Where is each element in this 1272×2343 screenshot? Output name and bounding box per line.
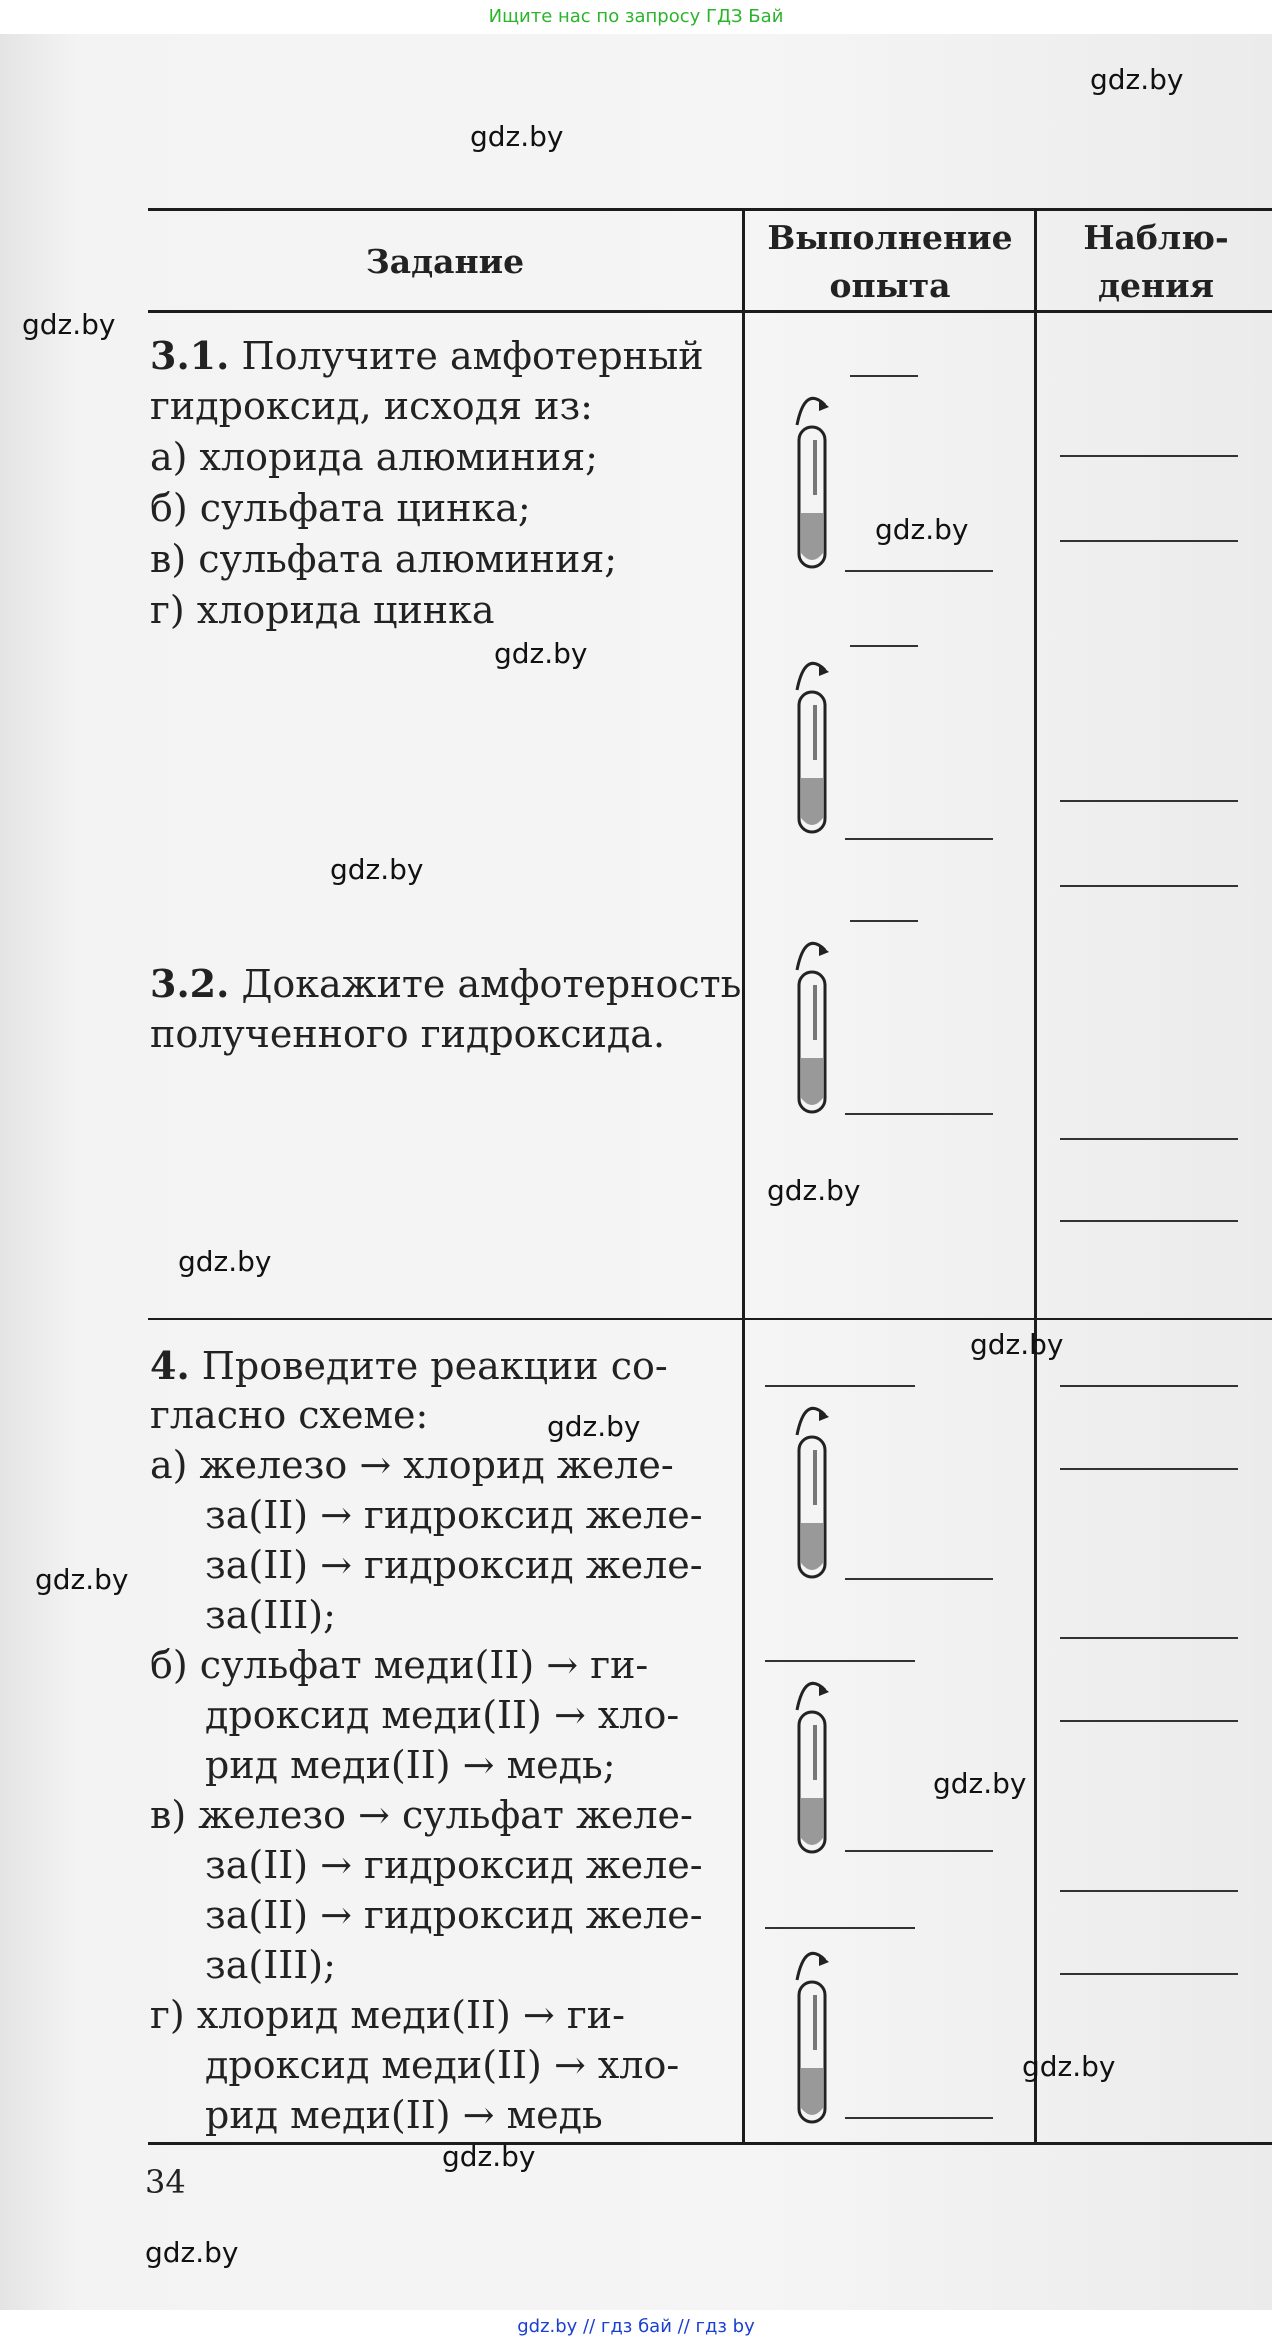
answer-blank[interactable]	[1060, 1220, 1238, 1222]
answer-blank[interactable]	[1060, 1138, 1238, 1140]
test-tube-icon	[785, 1940, 845, 2130]
task-4-line-d3: рид меди(II) → медь	[205, 2093, 603, 2137]
top-banner[interactable]	[0, 0, 1272, 34]
answer-blank[interactable]	[1060, 540, 1238, 542]
test-tube-icon	[785, 930, 845, 1120]
task-4-line-a1: а) железо → хлорид желе-	[150, 1443, 674, 1487]
page-number: 34	[145, 2163, 186, 2201]
answer-blank[interactable]	[1060, 1637, 1238, 1639]
watermark: gdz.by	[22, 308, 116, 341]
answer-blank[interactable]	[845, 1113, 993, 1115]
task-3-2-number: 3.2.	[150, 961, 230, 1006]
task-3-1-option-c: в) сульфата алюминия;	[150, 537, 618, 581]
task-4-line-b1: б) сульфат меди(II) → ги-	[150, 1643, 649, 1687]
task-4-line-c2: за(II) → гидроксид желе-	[205, 1843, 703, 1887]
answer-blank[interactable]	[1060, 455, 1238, 457]
task-3-2-line-1: 3.2. Докажите амфотерность	[150, 961, 742, 1006]
answer-blank[interactable]	[845, 838, 993, 840]
answer-blank[interactable]	[1060, 1890, 1238, 1892]
task-4-line-c1: в) железо → сульфат желе-	[150, 1793, 693, 1837]
task-4-line-1: 4. Проведите реакции со-	[150, 1343, 668, 1388]
watermark: gdz.by	[547, 1410, 641, 1443]
task-4-line-a3: за(II) → гидроксид желе-	[205, 1543, 703, 1587]
task-3-2-line-2: полученного гидроксида.	[150, 1012, 666, 1056]
task-4-line-b2: дроксид меди(II) → хло-	[205, 1693, 680, 1737]
task-4-line-b3: рид меди(II) → медь;	[205, 1743, 616, 1787]
task-3-1-line-1: 3.1. Получите амфотерный	[150, 333, 704, 378]
watermark: gdz.by	[442, 2140, 536, 2173]
answer-blank[interactable]	[1060, 1468, 1238, 1470]
task-4-line-d1: г) хлорид меди(II) → ги-	[150, 1993, 625, 2037]
test-tube-icon	[785, 385, 845, 575]
task-4-line-c4: за(III);	[205, 1943, 336, 1987]
watermark: gdz.by	[35, 1563, 129, 1596]
watermark: gdz.by	[178, 1245, 272, 1278]
answer-blank[interactable]	[765, 1660, 915, 1662]
watermark: gdz.by	[875, 513, 969, 546]
bottom-banner-text[interactable]: gdz.by // гдз бай // гдз by	[517, 2316, 755, 2337]
task-4-line-a2: за(II) → гидроксид желе-	[205, 1493, 703, 1537]
answer-blank[interactable]	[845, 570, 993, 572]
task-4-line-2: гласно схеме:	[150, 1393, 429, 1437]
test-tube-icon	[785, 1395, 845, 1585]
answer-blank[interactable]	[845, 1578, 993, 1580]
answer-blank[interactable]	[850, 920, 918, 922]
task-3-1-option-b: б) сульфата цинка;	[150, 486, 531, 530]
test-tube-icon	[785, 650, 845, 840]
answer-blank[interactable]	[1060, 885, 1238, 887]
watermark: gdz.by	[470, 120, 564, 153]
table-col-divider-1	[742, 208, 745, 2145]
answer-blank[interactable]	[850, 645, 918, 647]
watermark: gdz.by	[145, 2236, 239, 2269]
task-3-1-option-a: а) хлорида алюминия;	[150, 435, 598, 479]
header-observations: Наблю- дения	[1083, 218, 1229, 305]
table-top-rule	[148, 208, 1272, 211]
task-3-1-line-2: гидроксид, исходя из:	[150, 384, 593, 428]
watermark: gdz.by	[970, 1328, 1064, 1361]
task-4-number: 4.	[150, 1343, 190, 1388]
task-3-1-number: 3.1.	[150, 333, 230, 378]
answer-blank[interactable]	[1060, 1385, 1238, 1387]
answer-blank[interactable]	[1060, 1973, 1238, 1975]
watermark: gdz.by	[1022, 2050, 1116, 2083]
watermark: gdz.by	[494, 637, 588, 670]
answer-blank[interactable]	[845, 2117, 993, 2119]
table-header-rule	[148, 310, 1272, 313]
answer-blank[interactable]	[1060, 1720, 1238, 1722]
task-3-1-option-d: г) хлорида цинка	[150, 588, 495, 632]
watermark: gdz.by	[767, 1174, 861, 1207]
task-4-line-d2: дроксид меди(II) → хло-	[205, 2043, 680, 2087]
answer-blank[interactable]	[1060, 800, 1238, 802]
answer-blank[interactable]	[845, 1850, 993, 1852]
watermark: gdz.by	[330, 853, 424, 886]
watermark: gdz.by	[933, 1767, 1027, 1800]
header-task: Задание	[365, 242, 525, 281]
task-4-line-a4: за(III);	[205, 1593, 336, 1637]
answer-blank[interactable]	[850, 375, 918, 377]
table-col-divider-2	[1034, 208, 1037, 2145]
test-tube-icon	[785, 1670, 845, 1860]
answer-blank[interactable]	[765, 1385, 915, 1387]
table-row-rule	[148, 1318, 1272, 1320]
top-banner-text[interactable]: Ищите нас по запросу ГДЗ Бай	[488, 6, 784, 27]
table-bottom-rule	[148, 2142, 1272, 2145]
bottom-banner[interactable]	[0, 2310, 1272, 2343]
watermark: gdz.by	[1090, 63, 1184, 96]
task-4-line-c3: за(II) → гидроксид желе-	[205, 1893, 703, 1937]
header-experiment: Выполнение опыта	[767, 218, 1013, 305]
answer-blank[interactable]	[765, 1927, 915, 1929]
